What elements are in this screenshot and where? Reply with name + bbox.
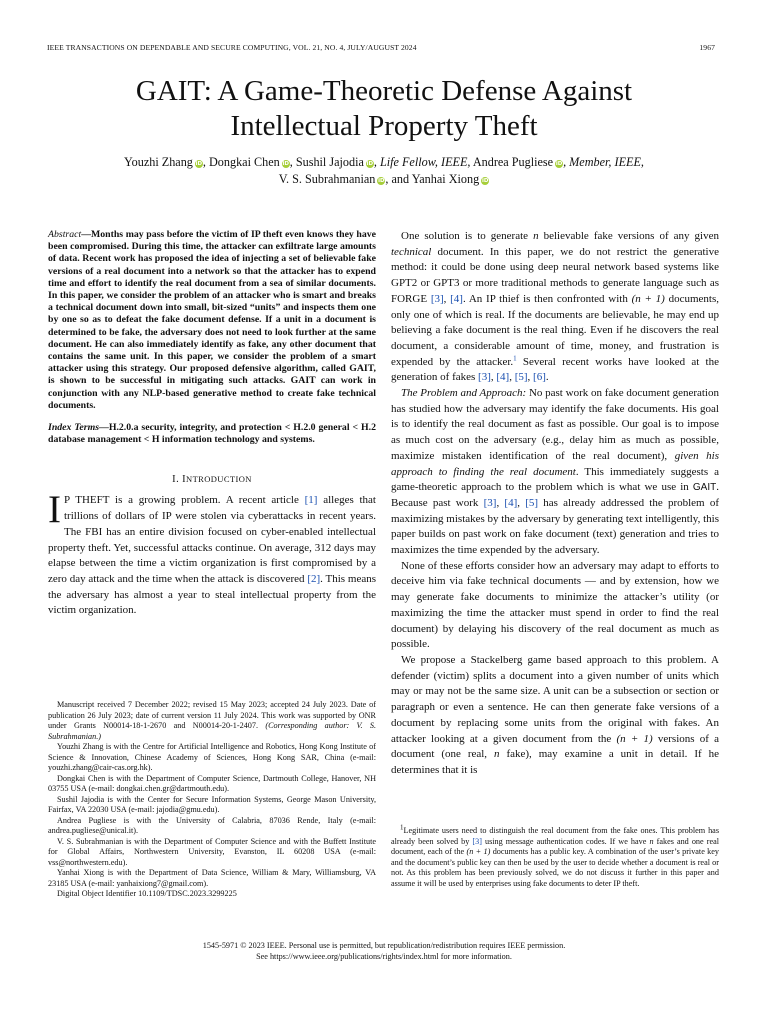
math: (n + 1) <box>616 732 653 745</box>
citation-link[interactable]: [3] <box>472 836 482 846</box>
affiliation: Yanhai Xiong is with the Department of Data Science, William & Mary, Williamsburg, VA 23185 USA (e-mail: yanhaixiong7@gmail.com). <box>48 868 376 888</box>
paragraph <box>391 653 719 779</box>
footnote <box>391 823 719 889</box>
paragraph-text: . This immediately suggests a game-theoretic approach to the problem which is what we use in <box>391 465 719 494</box>
affiliation: Andrea Pugliese is with the University of Calabria, 87036 Rende, Italy (e-mail: andrea.pugliese@unical.it). <box>48 815 376 835</box>
citation-link[interactable]: [4] <box>504 496 518 509</box>
punctuation: , <box>443 292 451 305</box>
paragraph-text: versions of a document (one real, <box>391 732 720 761</box>
author-list <box>60 154 708 188</box>
rights-link[interactable]: See https://www.ieee.org/publications/rights/index.html for more information. <box>256 952 512 961</box>
orcid-icon[interactable]: iD <box>366 161 374 167</box>
paragraph <box>391 229 719 386</box>
footnote-mark: 1 <box>400 823 404 832</box>
paragraph-text: believable fake versions of any given <box>538 230 719 242</box>
affiliation: Dongkai Chen is with the Department of Computer Science, Dartmouth College, Hanover, NH 03755 USA (e-mail: dongkai.chen.gr@dartmouth.edu). <box>48 773 376 793</box>
footnote-text: using message authentication codes. If we have <box>481 836 650 846</box>
author-role: , Life Fellow, IEEE <box>373 155 468 169</box>
citation-link[interactable]: [4] <box>450 292 463 305</box>
author-role: , Member, IEEE, <box>563 155 644 169</box>
emphasis: given his approach to finding the real document <box>391 449 719 478</box>
corresponding-author: (Corresponding author: V. S. Subrahmanian.) <box>48 721 376 741</box>
footnote-text: documents has a public key. A combination of the user’s private key and the document’s public key can then be used by the user to decide whether a document is real or not. As this problem has been previously solved, we do not discuss it further in this paper and assume it will be used by enterprises using fake documents to deter IP theft. <box>391 847 719 888</box>
index-terms-text: —H.2.0.a security, integrity, and protection < H.2.0 general < H.2 database management < H information technology and systems. <box>48 422 376 446</box>
citation-link[interactable]: [3] <box>478 371 491 384</box>
math: (n + 1) <box>466 847 491 856</box>
orcid-icon[interactable]: iD <box>378 178 385 184</box>
math: n <box>494 748 500 761</box>
paragraph-text: documents, only one of which is real. If the documents are believable, he may end up believing a fake document is the real thing. Even if he discovers the real document, a considerable amount of time, money, and frustration is expended by the attacker. <box>391 292 719 368</box>
author-line-2 <box>60 171 708 188</box>
math: n <box>533 230 539 242</box>
citation-link[interactable]: [3] <box>430 292 444 305</box>
citation-link[interactable]: [4] <box>496 371 510 384</box>
paragraph-text: We propose a Stackelberg game based approach to this problem. A defender (victim) splits a document into a given number of units which may or may not be the same size. A unit can be a subsection or section or paragraph or even a sentence. He can then generate fake versions of a document by replacing some units from the original with fakes. An attacker looking at a given document from the <box>391 653 719 745</box>
paragraph <box>391 386 719 559</box>
footnote-body <box>391 823 719 889</box>
orcid-icon[interactable]: iD <box>195 161 203 167</box>
footnote-text: Manuscript received 7 December 2022; revised 15 May 2023; accepted 24 July 2023. Date of publication 26 July 2023; date of current version 11 July 2024. This work was supported by ONR under Grants N00014-18-1-2670 and N00014-20-1-2407. <box>48 700 376 730</box>
section-numeral: I. <box>172 474 183 486</box>
paragraph-text: One solution is to generate <box>401 230 534 242</box>
author-name: , Andrea Pugliese <box>467 155 554 169</box>
copyright-line: 1545-5971 © 2023 IEEE. Personal use is permitted, but republication/redistribution requires IEEE permission. <box>202 941 566 950</box>
paragraph-text: document. In this paper, we do not restrict the generative method: it could be done using deep neural network based systems like GPT2 or GPT3 or more traditional methods to generate language such as FORGE <box>391 245 719 305</box>
section-heading <box>48 474 376 485</box>
citation-link[interactable]: [1] <box>304 494 318 507</box>
emphasis: technical <box>391 245 432 258</box>
punctuation: , <box>490 371 497 384</box>
punctuation: , <box>509 371 515 384</box>
index-terms <box>48 422 376 446</box>
footnote-text: fakes and one real document, each of the <box>391 836 719 856</box>
system-name: GAIT <box>692 482 717 494</box>
paper-title <box>0 74 768 144</box>
paragraph-text: . This means the adversary has almost a year to steal intellectual property from the victim organization. <box>48 572 376 617</box>
paragraph: None of these efforts consider how an adversary may adapt to efforts to deceive him via fake technical documents — and by extension, how we may generate fake documents to minimize the attacker’s utility (or maximizing the time the attacker must spend in order to find the real document) by delaying his discovery of the real document as much as possible. <box>391 559 719 651</box>
index-terms-label: Index Terms <box>48 422 100 434</box>
affiliation: V. S. Subrahmanian is with the Department of Computer Science and with the Buffett Institute for Global Affairs, Northwestern University, Evanston, IL 60208 USA (e-mail: vss@northwestern.edu). <box>48 836 376 867</box>
citation-link[interactable]: [5] <box>525 496 539 509</box>
title-line-2: Intellectual Property Theft <box>230 110 538 142</box>
paragraph-text: . Because past work <box>391 481 719 509</box>
left-column <box>48 229 376 619</box>
author-name: , and Yanhai Xiong <box>385 172 480 186</box>
title-line-1: GAIT: A Game-Theoretic Defense Against <box>135 75 633 107</box>
citation-link[interactable]: [6] <box>533 371 546 384</box>
journal-name: IEEE TRANSACTIONS ON DEPENDABLE AND SECURE COMPUTING, VOL. 21, NO. 4, JULY/AUGUST 2024 <box>47 43 417 52</box>
right-column <box>391 229 719 779</box>
doi: Digital Object Identifier 10.1109/TDSC.2023.3299225 <box>57 889 237 898</box>
footnote-text: Legitimate users need to distinguish the real document from the fake ones. This problem has already been solved by <box>391 826 719 846</box>
abstract-text: —Months may pass before the victim of IP theft even knows they have been compromised. During this time, the attacker can exfiltrate large amounts of data. Recent work has proposed the idea of injecting a set of believable fake versions of a real document into a network so that the attacker has to expend time and effort to identify the real document from a sea of similar documents. In this paper, we consider the problem of an attacker who is smart and breaks a technical document down into small, bit-sized “units” and inspects them one by one so as to defeat the fake document defense. If a unit in a document is determined to be fake, the adversary does not need to look further at the same document. He can also immediately identify as fake, any other document that contains the same unit. In this paper, we consider the problem of a smart attacker using this strategy. Our proposed defensive algorithm, called GAIT, is shown to be successful in mitigating such attacks. GAIT can work in conjunction with any NLP-based generative method to create fake technical documents. <box>48 229 376 411</box>
affiliation-footnotes <box>48 700 376 900</box>
paragraph-text: No past work on fake document generation has studied how the adversary may identify the fake documents. His goal is to identify the real document as fast as possible. Our goal is to impose as much cost on the adversary (e.g., delay him as much as possible, maximize mistaken identification of the real document), <box>391 387 719 462</box>
manuscript-note <box>48 700 376 742</box>
abstract <box>48 229 376 412</box>
abstract-label: Abstract <box>48 229 82 240</box>
affiliation: Sushil Jajodia is with the Center for Secure Information Systems, George Mason University, Fairfax, VA 22030 USA (e-mail: jajodia@gmu.edu). <box>48 794 376 814</box>
paragraph-text: . An IP thief is then confronted with <box>462 292 632 305</box>
orcid-icon[interactable]: iD <box>481 178 489 184</box>
paragraph-text: P THEFT is a growing problem. A recent article <box>64 494 305 507</box>
paragraph-text: alleges that trillions of dollars of IP were stolen via cyberattacks in recent years. The FBI has an entire division focused on cyber-enabled intellectual property theft. Yet, successful attacks continue. On average, 312 days may elapse between the time a victim organization is first compromised by a zero day attack and the time when the attack is discovered <box>48 494 376 585</box>
orcid-icon[interactable]: iD <box>282 161 289 167</box>
citation-link[interactable]: [5] <box>514 371 528 384</box>
author-line-1 <box>60 154 708 171</box>
paragraph-heading: The Problem and Approach: <box>401 387 527 400</box>
running-header <box>47 43 715 52</box>
citation-link[interactable]: [2] <box>307 572 321 585</box>
math: (n + 1) <box>631 292 665 305</box>
page-number: 1967 <box>699 43 715 52</box>
author-name: , Dongkai Chen <box>202 155 280 169</box>
paragraph-text: Several recent works have looked at the generation of fakes <box>391 355 719 384</box>
math: n <box>649 836 654 846</box>
intro-paragraph <box>48 488 376 619</box>
author-name: Youzhi Zhang <box>124 155 193 169</box>
punctuation: , <box>496 496 505 509</box>
drop-cap: I <box>48 488 61 532</box>
author-name: V. S. Subrahmanian <box>278 172 376 186</box>
punctuation: , <box>527 371 534 384</box>
section-title-initial: I <box>182 474 187 486</box>
punctuation: . <box>545 371 549 384</box>
citation-link[interactable]: [3] <box>483 496 497 509</box>
orcid-icon[interactable]: iD <box>555 161 563 167</box>
copyright-footer <box>0 940 768 962</box>
section-title-rest: NTRODUCTION <box>186 474 252 485</box>
author-name: , Sushil Jajodia <box>289 155 364 169</box>
paragraph-text: fake), may examine a unit in detail. If he determines that it is <box>391 748 720 776</box>
paragraph-text: has already addressed the problem of maximizing mistakes by the adversary by generating text intelligently, this paper builds on past work on fake document (text) generation and tries to maximizes the time expended by the adversary. <box>391 496 719 557</box>
punctuation: , <box>517 496 526 509</box>
footnote-link[interactable]: 1 <box>513 353 517 362</box>
affiliation: Youzhi Zhang is with the Centre for Artificial Intelligence and Robotics, Hong Kong Institute of Science & Innovation, Chinese Academy of Sciences, Hong Kong SAR, China (e-mail: youzhi.zhang@cair-cas.org.hk). <box>48 742 376 772</box>
